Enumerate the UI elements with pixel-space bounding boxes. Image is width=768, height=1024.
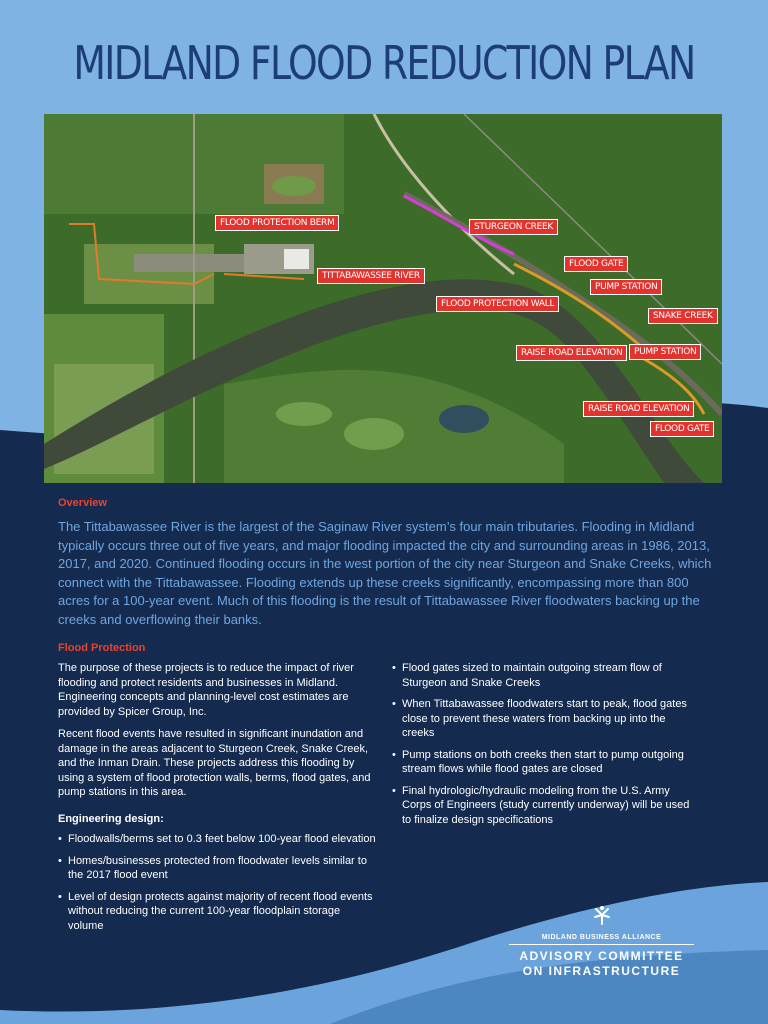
engineering-design-heading: Engineering design:: [58, 812, 164, 825]
logo-org-name: MIDLAND BUSINESS ALLIANCE: [509, 934, 694, 945]
label-flood-gate-2: FLOOD GATE: [650, 421, 714, 437]
list-item: • Floodwalls/berms set to 0.3 feet below 100-year flood elevation: [58, 832, 378, 847]
label-flood-gate-1: FLOOD GATE: [564, 256, 628, 272]
map-graphic: [44, 114, 722, 483]
label-pump-station-1: PUMP STATION: [590, 279, 662, 295]
label-sturgeon-creek: STURGEON CREEK: [469, 219, 558, 235]
label-snake-creek: SNAKE CREEK: [648, 308, 718, 324]
overview-paragraph: The Tittabawassee River is the largest of the Saginaw River system’s four main tributaries. Flooding in Midland typically occurs three out of five years, and major flooding impacted the city and surrounding areas in 1986, 2013, 2017, and 2020. Continued flooding occurs in the west portion of the city near Sturgeon and Snake Creeks, which connect with the Tittabawassee. Flooding extends up these creeks significantly, encompassing more than 800 acres for a 100-year event. Much of this flooding is the result of Tittabawassee River floodwaters backing up the creeks and overflowing their banks.: [58, 519, 712, 627]
recent-events-paragraph: Recent flood events have resulted in significant inundation and damage in the areas adjacent to Sturgeon Creek, Snake Creek, and the Inman Drain. These projects address this flooding by using a system of flood protection walls, berms, flood gates, and pump stations in this area.: [58, 728, 371, 798]
left-column: [58, 661, 378, 940]
advisory-committee-logo: [509, 905, 694, 979]
label-raise-road-elevation-1: RAISE ROAD ELEVATION: [516, 345, 627, 361]
label-pump-station-2: PUMP STATION: [629, 344, 701, 360]
purpose-paragraph: The purpose of these projects is to reduce the impact of river flooding and protect residents and businesses in Midland. Engineering concepts and planning-level cost estimates are provided by Spicer Group, Inc.: [58, 662, 354, 718]
page-title: MIDLAND FLOOD REDUCTION PLAN: [73, 36, 695, 90]
list-item: • Flood gates sized to maintain outgoing stream flow of Sturgeon and Snake Creeks: [392, 661, 692, 690]
label-flood-protection-berm: FLOOD PROTECTION BERM: [215, 215, 339, 231]
label-raise-road-elevation-2: RAISE ROAD ELEVATION: [583, 401, 694, 417]
logo-mark-icon: [593, 905, 611, 925]
label-flood-protection-wall: FLOOD PROTECTION WALL: [436, 296, 559, 312]
list-item: • Homes/businesses protected from floodwater levels similar to the 2017 flood event: [58, 854, 378, 883]
flood-protection-heading: Flood Protection: [58, 642, 146, 654]
list-item: • Pump stations on both creeks then start to pump outgoing stream flows while flood gates are closed: [392, 748, 692, 777]
list-item: • Final hydrologic/hydraulic modeling from the U.S. Army Corps of Engineers (study currently underway) will be used to finalize design specifications: [392, 784, 692, 828]
logo-line-1: ADVISORY COMMITTEE: [519, 949, 684, 963]
label-tittabawassee-river: TITTABAWASSEE RIVER: [317, 268, 425, 284]
list-item: • Level of design protects against majority of recent flood events without reducing the current 100-year floodplain storage volume: [58, 890, 378, 934]
overview-heading: Overview: [58, 497, 107, 509]
right-column: [392, 661, 692, 834]
list-item: • When Tittabawassee floodwaters start to peak, flood gates close to prevent these waters from backing up into the creeks: [392, 697, 692, 741]
left-bullet-list: [58, 832, 378, 933]
right-bullet-list: [392, 661, 692, 827]
aerial-map: [44, 114, 722, 483]
logo-line-2: ON INFRASTRUCTURE: [522, 964, 681, 978]
